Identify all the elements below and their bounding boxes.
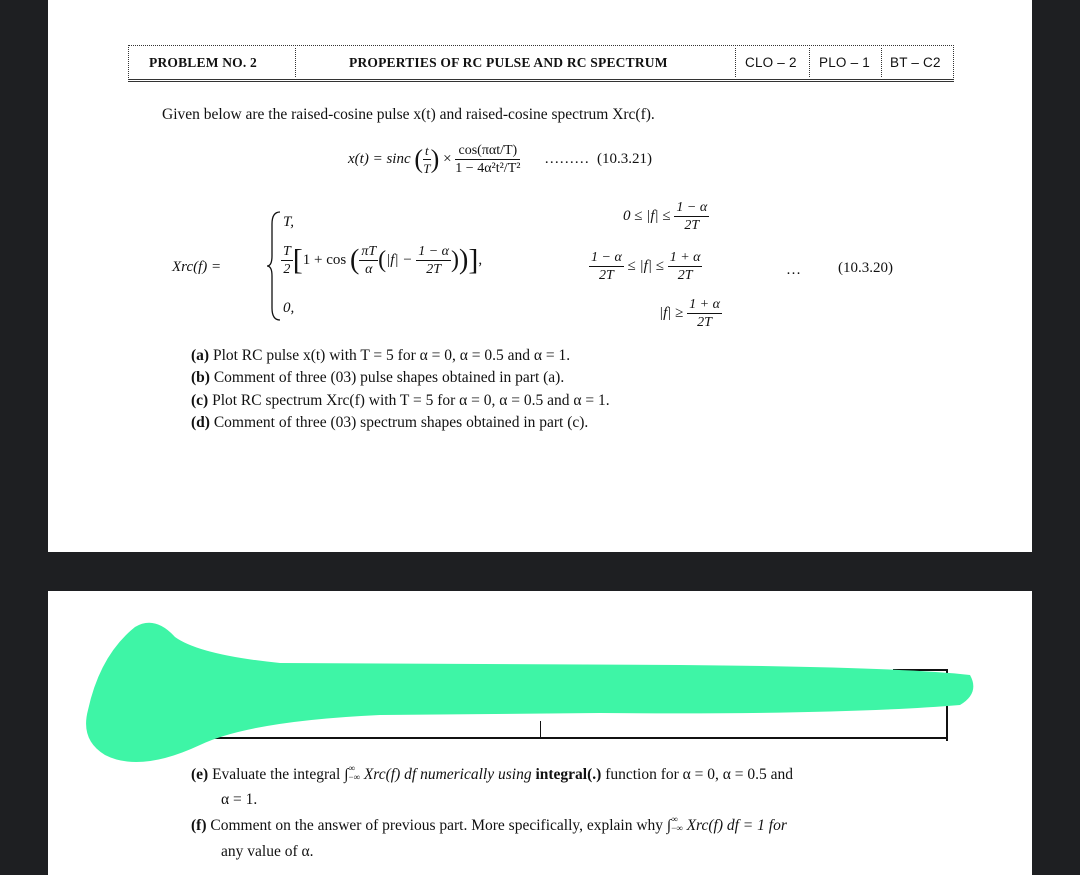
eq2-condition-1 [623, 199, 709, 234]
eq2-pit-den: α [365, 262, 373, 277]
header-divider [735, 48, 736, 77]
eq2-cond1-num: 1 − α [676, 200, 708, 215]
eq1-times: × [443, 150, 452, 167]
problem-title: PROPERTIES OF RC PULSE AND RC SPECTRUM [349, 55, 668, 70]
eq1-dots: ……… [544, 150, 590, 167]
eq2-case2-expression: $\frac{T}{2}$ [1 + cos ( $\frac{\pi T}{\alpha}$ (|f| − $\frac{1 - \alpha}{2T}$ ))], [283, 243, 483, 277]
eq2-abs: |f| − [386, 251, 413, 268]
eq2-condition-2 [589, 249, 702, 284]
problem-number: PROBLEM NO. 2 [149, 55, 257, 70]
eq1-sinc-den: T [423, 161, 431, 176]
problem-header-table [128, 45, 954, 82]
eq2-lhs: Xrc(f) = [172, 259, 222, 275]
eq2-cond1-den: 2T [684, 218, 700, 233]
eq2-case2-frac-num: 1 − α [418, 244, 449, 259]
header-divider [809, 48, 810, 77]
question-f-line-2: any value of α. [221, 843, 314, 860]
equation-10-3-21: x(t) = sinc ( $\frac{t}{T}$ ) × $\frac{\text{cos(παt/T)}}{\text{1 − 4α²t²/T²}}$ ……… (10.3.21) [348, 143, 652, 176]
eq2-cond2-rden: 2T [677, 268, 693, 283]
eq2-cond2-mid: ≤ |f| ≤ [627, 257, 664, 274]
eq2-case2-t: T [283, 244, 291, 259]
eq1-frac-num: cos(παt/T) [455, 142, 520, 160]
eq1-lhs: x(t) = sinc [348, 150, 411, 167]
eq2-cond1-prefix: 0 ≤ |f| ≤ [623, 207, 671, 224]
eq2-cond2-lnum: 1 − α [591, 250, 622, 265]
intro-text: Given below are the raised-cosine pulse x(t) and raised-cosine spectrum Xrc(f). [162, 106, 655, 123]
question-a: (a) Plot RC pulse x(t) with T = 5 for α = 0, α = 0.5 and α = 1. [191, 347, 571, 364]
eq2-cond2-lden: 2T [599, 268, 614, 283]
eq2-condition-3 [659, 296, 722, 331]
question-e-line-2: α = 1. [221, 791, 258, 808]
eq2-cond2-rnum: 1 + α [669, 250, 701, 265]
eq2-case2-cos: 1 + cos [302, 251, 347, 268]
eq2-case1-value: T, [283, 214, 294, 230]
eq2-cond3-num: 1 + α [689, 297, 720, 312]
eq2-dots: … [786, 262, 801, 278]
question-c: (c) Plot RC spectrum Xrc(f) with T = 5 for α = 0, α = 0.5 and α = 1. [191, 392, 610, 409]
plo-label: PLO – 1 [819, 55, 870, 70]
redaction-scribble [80, 615, 980, 770]
eq1-label: (10.3.21) [596, 150, 652, 167]
eq1-frac-den: 1 − 4α²t²/T² [455, 161, 521, 176]
eq2-label: (10.3.20) [838, 260, 893, 276]
eq1-sinc-num: t [425, 143, 429, 158]
question-e-line-1: (e) Evaluate the integral ∫ ∞ −∞ Xrc(f) df numerically using integral(.) function for α = 0, α = 0.5 and [191, 763, 794, 783]
eq2-case3-value: 0, [283, 300, 295, 316]
question-f-line-1: (f) Comment on the answer of previous part. More specifically, explain why ∫ ∞ −∞ Xrc(f) df = 1 for [191, 814, 787, 834]
clo-label: CLO – 2 [745, 55, 797, 70]
eq2-pit-num: πT [361, 244, 377, 259]
header-divider [881, 48, 882, 77]
eq2-cond3-den: 2T [697, 315, 712, 330]
eq2-cond3-prefix: |f| ≥ [659, 304, 684, 321]
document-page-1 [48, 0, 1032, 552]
question-d: (d) Comment of three (03) spectrum shapes obtained in part (c). [191, 414, 589, 431]
eq2-case2-2: 2 [283, 262, 291, 277]
header-divider [295, 48, 296, 77]
bt-label: BT – C2 [890, 55, 941, 70]
question-b: (b) Comment of three (03) pulse shapes obtained in part (a). [191, 369, 565, 386]
eq2-case2-frac-den: 2T [426, 262, 441, 277]
